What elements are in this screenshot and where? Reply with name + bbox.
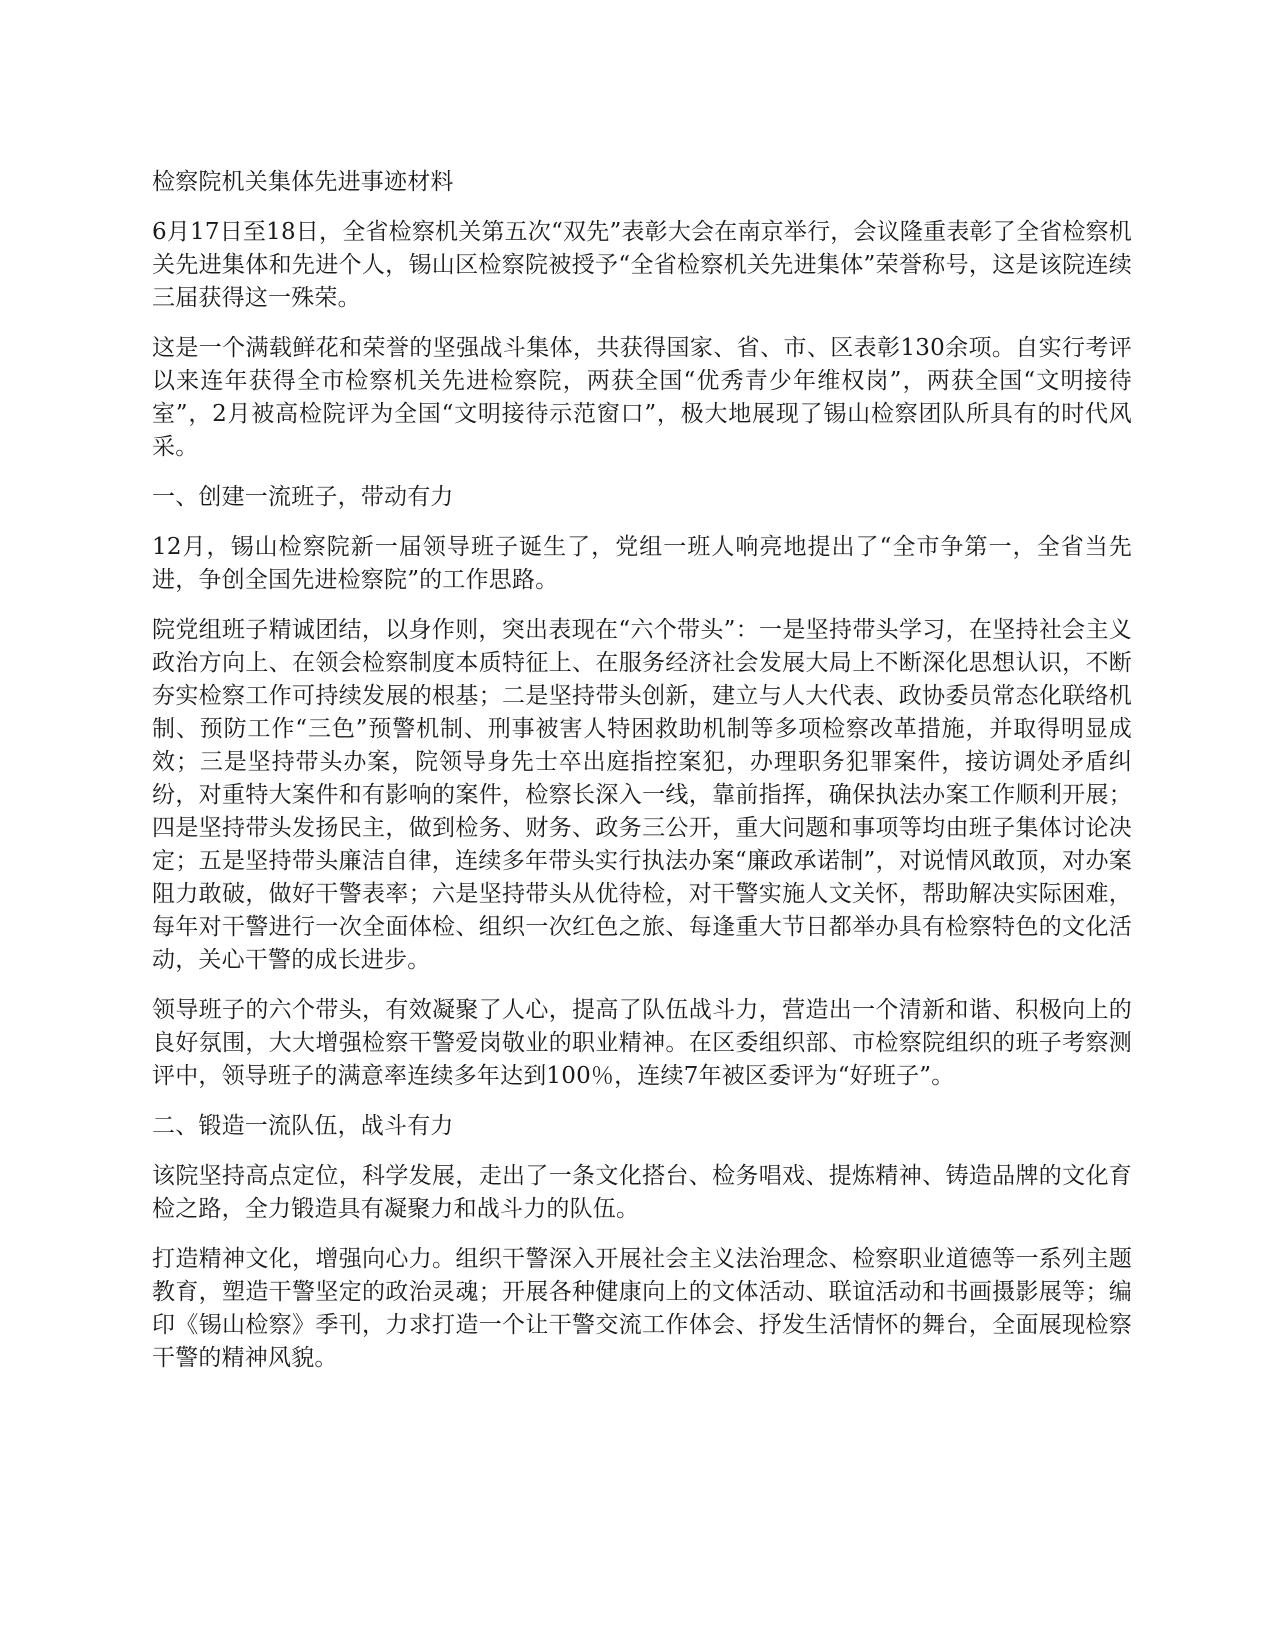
paragraph-team-building: 该院坚持高点定位，科学发展，走出了一条文化搭台、检务唱戏、提炼精神、铸造品牌的文化育检之路，全力锻造具有凝聚力和战斗力的队伍。	[152, 1163, 1132, 1222]
paragraph-spirit-culture: 打造精神文化，增强向心力。组织干警深入开展社会主义法治理念、检察职业道德等一系列主题教育，塑造干警坚定的政治灵魂；开展各种健康向上的文体活动、联谊活动和书画摄影展等；编印《锡山检察》季刊，力求打造一个让干警交流工作体会、抒发生活情怀的舞台，全面展现检察干警的精神风貌。	[152, 1246, 1132, 1371]
paragraph-award-news: 6月17日至18日，全省检察机关第五次“双先”表彰大会在南京举行，会议隆重表彰了全省检察机关先进集体和先进个人，锡山区检察院被授予“全省检察机关先进集体”荣誉称号，这是该院连续三届获得这一殊荣。	[152, 219, 1132, 311]
paragraph-six-leads: 院党组班子精诚团结，以身作则，突出表现在“六个带头”：一是坚持带头学习，在坚持社会主义政治方向上、在领会检察制度本质特征上、在服务经济社会发展大局上不断深化思想认识，不断夯实检察工作可持续发展的根基；二是坚持带头创新，建立与人大代表、政协委员常态化联络机制、预防工作“三色”预警机制、刑事被害人特困救助机制等多项检察改革措施，并取得明显成效；三是坚持带头办案，院领导身先士卒出庭指控案犯，办理职务犯罪案件，接访调处矛盾纠纷，对重特大案件和有影响的案件，检察长深入一线，靠前指挥，确保执法办案工作顺利开展；四是坚持带头发扬民主，做到检务、财务、政务三公开，重大问题和事项等均由班子集体讨论决定；五是坚持带头廉洁自律，连续多年带头实行执法办案“廉政承诺制”，对说情风敢顶，对办案阻力敢破，做好干警表率；六是坚持带头从优待检，对干警实施人文关怀，帮助解决实际困难，每年对干警进行一次全面体检、组织一次红色之旅、每逢重大节日都举办具有检察特色的文化活动，关心干警的成长进步。	[152, 617, 1132, 973]
document-page	[152, 166, 1132, 1392]
section-heading-1: 一、创建一流班子，带动有力	[152, 484, 454, 510]
paragraph-leadership-effect: 领导班子的六个带头，有效凝聚了人心，提高了队伍战斗力，营造出一个清新和谐、积极向上的良好氛围，大大增强检察干警爱岗敬业的职业精神。在区委组织部、市检察院组织的班子考察测评中，领导班子的满意率连续多年达到100％，连续7年被区委评为“好班子”。	[152, 997, 1132, 1089]
paragraph-new-leadership: 12月，锡山检察院新一届领导班子诞生了，党组一班人响亮地提出了“全市争第一，全省当先进，争创全国先进检察院”的工作思路。	[152, 534, 1132, 593]
paragraph-honors: 这是一个满载鲜花和荣誉的坚强战斗集体，共获得国家、省、市、区表彰130余项。自实行考评以来连年获得全市检察机关先进检察院，两获全国“优秀青少年维权岗”，两获全国“文明接待室”，2月被高检院评为全国“文明接待示范窗口”，极大地展现了锡山检察团队所具有的时代风采。	[152, 335, 1132, 460]
document-title: 检察院机关集体先进事迹材料	[152, 169, 454, 195]
section-heading-2: 二、锻造一流队伍，战斗有力	[152, 1113, 454, 1139]
